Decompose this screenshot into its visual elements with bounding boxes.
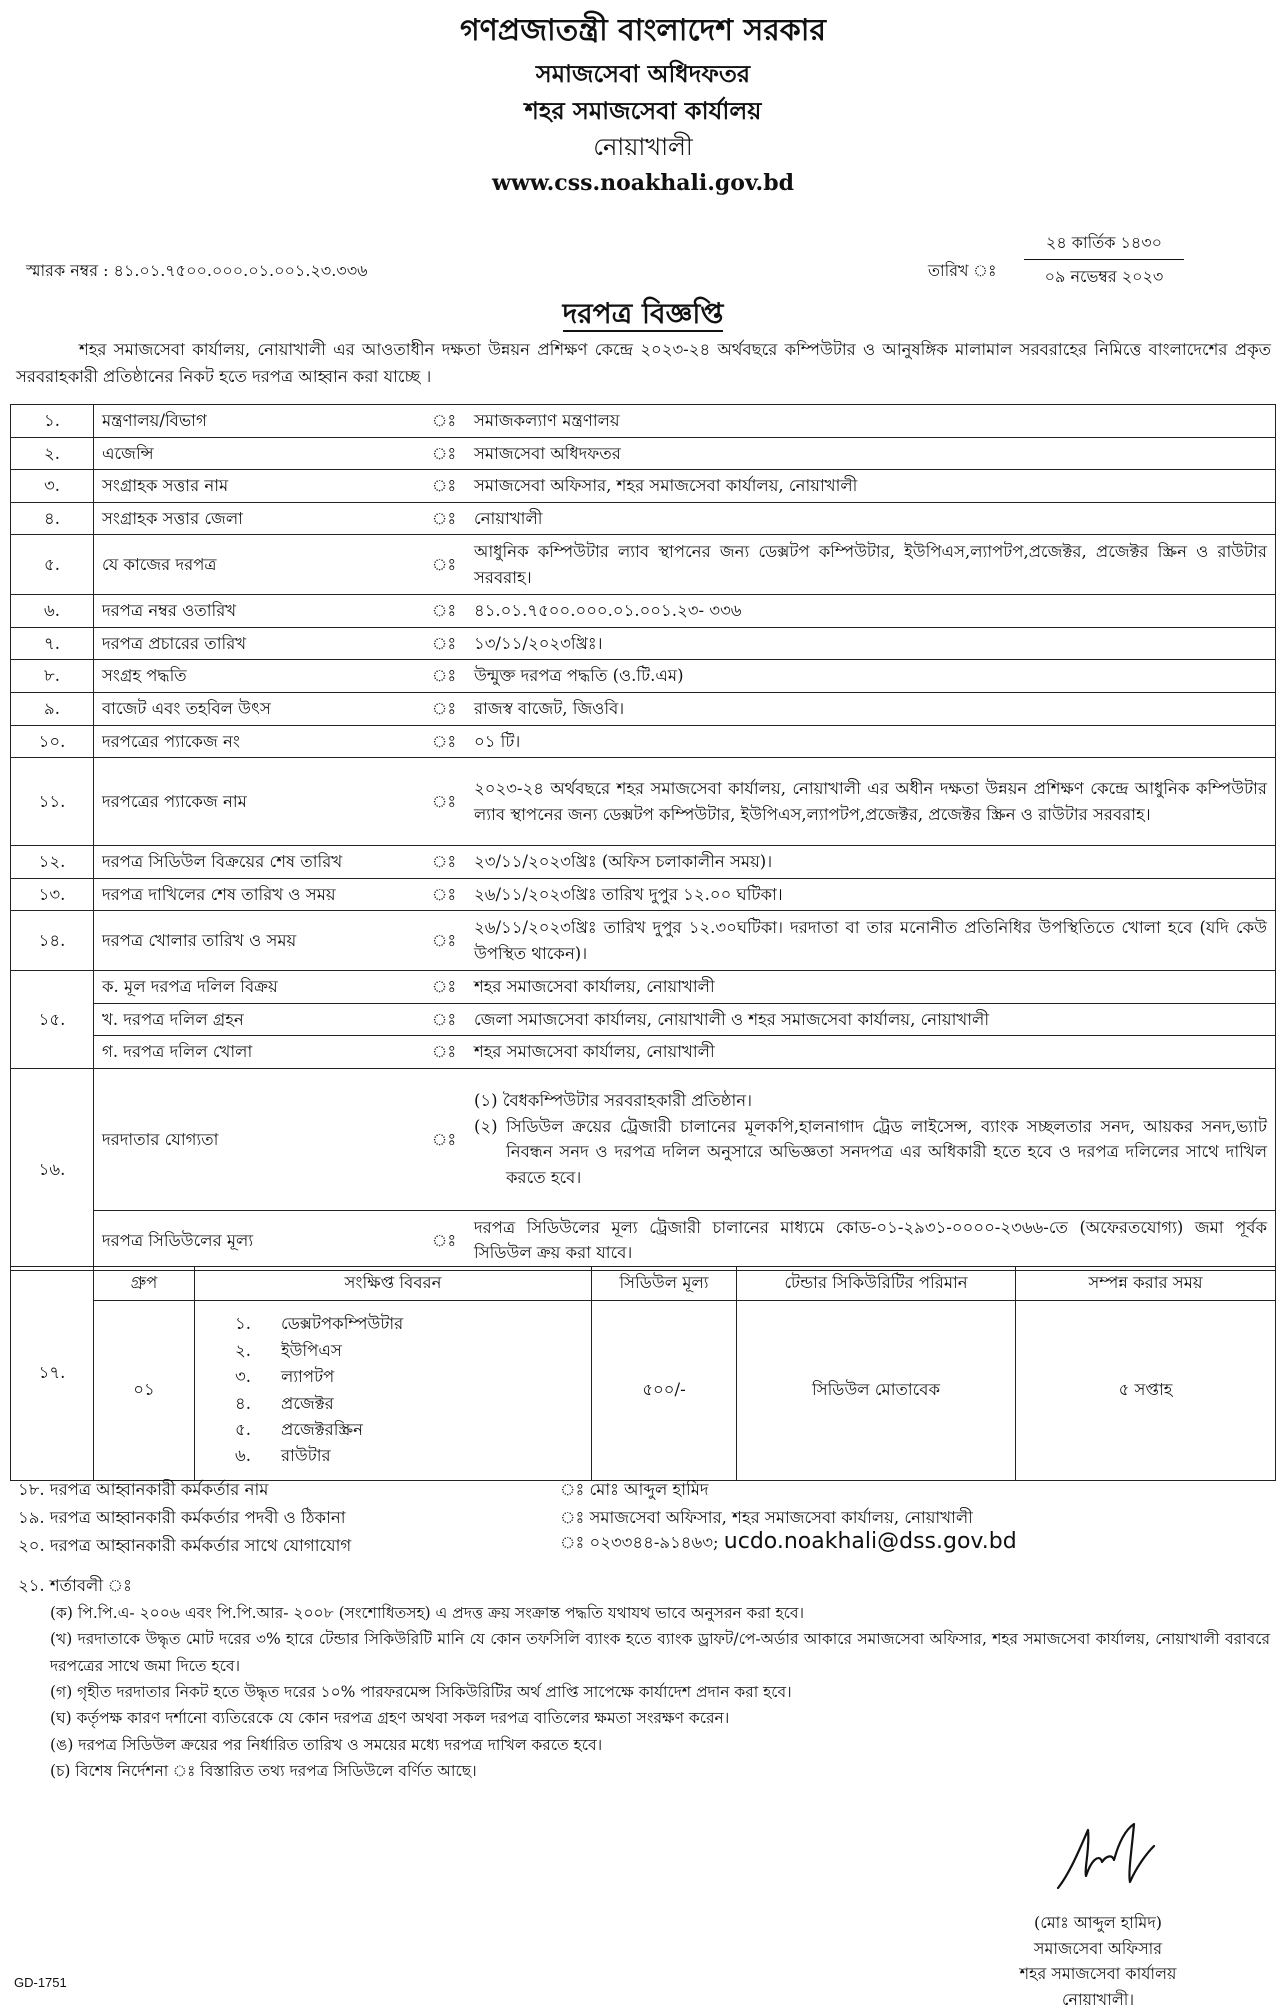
list-item: ১. ডেক্সটপকম্পিউটার (235, 1314, 404, 1334)
list-item: ৫. প্রজেক্টরস্ক্রিন (235, 1419, 363, 1439)
email-link[interactable]: ucdo.noakhali@dss.gov.bd (723, 1529, 1017, 1554)
signatory-block (968, 1910, 1228, 2012)
department-name: সমাজসেবা অধিদফতর (535, 58, 751, 88)
list-item: (গ) গৃহীত দরদাতার নিকট হতে উদ্ধৃত দরের ১০% পারফরমেন্স সিকিউরিটির অর্থ প্রাপ্তি সাপেক্ষে কার্যাদেশ প্রদান করা হবে। (50, 1683, 792, 1702)
tender-details-table (10, 404, 1276, 1271)
table-row: ১৩. দরপত্র দাখিলের শেষ তারিখ ও সময় ঃ ২৬/১১/২০২৩খ্রিঃ তারিখ দুপুর ১২.০০ ঘটিকা। (11, 878, 1276, 911)
terms-list (50, 1600, 1270, 1784)
list-item: (ঙ) দরপত্র সিডিউল ক্রয়ের পর নির্ধারিত তারিখ ও সময়ের মধ্যে দরপত্র দাখিল করতে হবে। (50, 1735, 603, 1754)
list-item: (ঘ) কর্তৃপক্ষ কারণ দর্শানো ব্যতিরেকে যে কোন দরপত্র গ্রহণ অথবা সকল দরপত্র বাতিলের ক্ষমতা সংরক্ষণ করেন। (50, 1709, 730, 1728)
table-row: ৬. দরপত্র নম্বর ওতারিখ ঃ ৪১.০১.৭৫০০.০০০.০১.০০১.২৩- ৩৩৬ (11, 595, 1276, 628)
list-item: (ক) পি.পি.এ- ২০০৬ এবং পি.পি.আর- ২০০৮ (সংশোধিতসহ) এ প্রদত্ত ক্রয় সংক্রান্ত পদ্ধতি যথাযথ ভাবে অনুসরন করা হবে। (50, 1604, 805, 1622)
table-row: ১. মন্ত্রণালয়/বিভাগ ঃ সমাজকল্যাণ মন্ত্রণালয় (11, 405, 1276, 438)
signatory-name: (মোঃ আব্দুল হামিদ) (1034, 1913, 1162, 1932)
government-name: গণপ্রজাতন্ত্রী বাংলাদেশ সরকার (460, 13, 826, 48)
contact-value-address: ঃ সমাজসেবা অফিসার, শহর সমাজসেবা কার্যালয়, নোয়াখালী (560, 1508, 973, 1527)
contact-label-address: ১৯. দরপত্র আহ্বানকারী কর্মকর্তার পদবী ও ঠিকানা (18, 1508, 346, 1527)
memo-number: স্মারক নম্বর : ৪১.০১.৭৫০০.০০০.০১.০০১.২৩.৩৩৬ (26, 261, 368, 280)
qualification-list: (১) বৈধকম্পিউটার সরবরাহকারী প্রতিষ্ঠান। (২) সিডিউল ক্রয়ের ট্রেজারী চালানের মূলকপি,হালনাগাদ ট্রেড লাইসেন্স, ব্যাংক সচ্ছলতার সনদ, আয়কর সনদ,ভ্যাট নিবন্ধন সনদ ও দরপত্র দলিল অনুসারে অভিজ্ঞতা সনদপত্র এর অধিকারী হতে হবে ও দরপত্র দলিলের সাথে দাখিল করতে হবে। (466, 1068, 1276, 1210)
document-title-text: দরপত্র বিজ্ঞপ্তি (562, 297, 724, 330)
date-english: ০৯ নভেম্বর ২০২৩ (1044, 267, 1164, 286)
table-row: ৭. দরপত্র প্রচারের তারিখ ঃ ১৩/১১/২০২৩খ্রিঃ। (11, 627, 1276, 660)
table-row: ২. এজেন্সি ঃ সমাজসেবা অধিদফতর (11, 437, 1276, 470)
table-row: ৯. বাজেট এবং তহবিল উৎস ঃ রাজস্ব বাজেট, জিওবি। (11, 692, 1276, 725)
terms-title: ২১. শর্তাবলী ঃ (18, 1576, 132, 1595)
list-item: ৪. প্রজেক্টর (235, 1393, 334, 1413)
item-list (195, 1301, 592, 1481)
table-row: ৩. সংগ্রাহক সত্তার নাম ঃ সমাজসেবা অফিসার, শহর সমাজসেবা কার্যালয়, নোয়াখালী (11, 470, 1276, 503)
table-row: ১১. দরপত্রের প্যাকেজ নাম ঃ ২০২৩-২৪ অর্থবছরে শহর সমাজসেবা কার্যালয়, নোয়াখালী এর অধীন দক্ষতা উন্নয়ন প্রশিক্ষণ কেন্দ্রে আধুনিক কম্পিউটার ল্যাব স্থাপনের জন্য ডেক্সটপ কম্পিউটার, ইউপিএস,ল্যাপটপ,প্রজেক্টর, প্রজেক্টর স্ক্রিন ও রাউটার সরবরাহ। (11, 758, 1276, 846)
table-row: ৮. সংগ্রহ পদ্ধতি ঃ উন্মুক্ত দরপত্র পদ্ধতি (ও.টি.এম) (11, 660, 1276, 693)
signatory-designation: সমাজসেবা অফিসার (1033, 1938, 1163, 1958)
table-row: ০১ ১. ডেক্সটপকম্পিউটার ২. ইউপিএস ৩. ল্যাপটপ ৪. প্রজেক্টর ৫. প্রজেক্টরস্ক্রিন ৬. রাউটার ৫০০/- সিডিউল মোতাবেক ৫ সপ্তাহ (11, 1301, 1276, 1481)
table-row: ৪. সংগ্রাহক সত্তার জেলা ঃ নোয়াখালী (11, 502, 1276, 535)
list-item: (খ) দরদাতাকে উদ্ধৃত মোট দরের ৩% হারে টেন্ডার সিকিউরিটি মানি যে কোন তফসিলি ব্যাংক হতে ব্যাংক ড্রাফট/পে-অর্ডার আকারে সমাজসেবা অফিসার, শহর সমাজসেবা কার্যালয়, নোয়াখালী বরাবরে দরপত্রের সাথে জমা দিতে হবে। (50, 1630, 1270, 1675)
list-item: (চ) বিশেষ নির্দেশনা ঃ বিস্তারিত তথ্য দরপত্র সিডিউলে বর্ণিত আছে। (50, 1762, 477, 1781)
footer-code: GD-1751 (14, 1975, 67, 1990)
table-row: খ. দরপত্র দলিল গ্রহন ঃ জেলা সমাজসেবা কার্যালয়, নোয়াখালী ও শহর সমাজসেবা কার্যালয়, নোয়াখালী (11, 1003, 1276, 1036)
contact-label-phone: ২০. দরপত্র আহ্বানকারী কর্মকর্তার সাথে যোগাযোগ (18, 1536, 352, 1555)
table-row: ১০. দরপত্রের প্যাকেজ নং ঃ ০১ টি। (11, 725, 1276, 758)
date-label: তারিখ ঃ (928, 261, 997, 280)
table-row: ১২. দরপত্র সিডিউল বিক্রয়ের শেষ তারিখ ঃ ২৩/১১/২০২৩খ্রিঃ (অফিস চলাকালীন সময়)। (11, 846, 1276, 879)
list-item: ২. ইউপিএস (235, 1340, 342, 1360)
table-header-row: ১৭. গ্রুপ সংক্ষিপ্ত বিবরন সিডিউল মূল্য টেন্ডার সিকিউরিটির পরিমান সম্পন্ন করার সময় (11, 1267, 1276, 1301)
table-row: ১৪. দরপত্র খোলার তারিখ ও সময় ঃ ২৬/১১/২০২৩খ্রিঃ তারিখ দুপুর ১২.৩০ঘটিকা। দরদাতা বা তার মনোনীত প্রতিনিধির উপস্থিতিতে খোলা হবে (যদি কেউ উপস্থিত থাকেন)। (11, 911, 1276, 971)
list-item: ৬. রাউটার (235, 1446, 331, 1466)
items-table (10, 1266, 1276, 1481)
table-row: গ. দরপত্র দলিল খোলা ঃ শহর সমাজসেবা কার্যালয়, নোয়াখালী (11, 1036, 1276, 1069)
table-row: ৫. যে কাজের দরপত্র ঃ আধুনিক কম্পিউটার ল্যাব স্থাপনের জন্য ডেক্সটপ কম্পিউটার, ইউপিএস,ল্যাপটপ,প্রজেক্টর, প্রজেক্টর স্ক্রিন ও রাউটার সরবরাহ। (11, 535, 1276, 595)
date-box (1024, 230, 1184, 291)
signature-mark (1050, 1818, 1160, 1898)
document-title (0, 292, 1286, 339)
district-name: নোয়াখালী (593, 132, 693, 161)
date-bangla: ২৪ কার্তিক ১৪৩০ (1024, 230, 1184, 260)
contact-label-name: ১৮. দরপত্র আহ্বানকারী কর্মকর্তার নাম (18, 1480, 269, 1499)
table-row: ১৬. দরদাতার যোগ্যতা ঃ (১) বৈধকম্পিউটার সরবরাহকারী প্রতিষ্ঠান। (২) সিডিউল ক্রয়ের ট্রেজারী চালানের মূলকপি,হালনাগাদ ট্রেড লাইসেন্স, ব্যাংক সচ্ছলতার সনদ, আয়কর সনদ,ভ্যাট নিবন্ধন সনদ ও দরপত্র দলিল অনুসারে অভিজ্ঞতা সনদপত্র এর অধিকারী হতে হবে ও দরপত্র দলিলের সাথে দাখিল করতে হবে। (11, 1068, 1276, 1210)
table-row: ১৫. ক. মূল দরপত্র দলিল বিক্রয় ঃ শহর সমাজসেবা কার্যালয়, নোয়াখালী (11, 971, 1276, 1004)
intro-paragraph: শহর সমাজসেবা কার্যালয়, নোয়াখালী এর আওতাধীন দক্ষতা উন্নয়ন প্রশিক্ষণ কেন্দ্রে ২০২৩-২৪ অর্থবছরে কম্পিউটার ও আনুষঙ্গিক মালামাল সরবরাহের নিমিত্তে বাংলাদেশের প্রকৃত সরবরাহকারী প্রতিষ্ঠানের নিকট হতে দরপত্র আহ্বান করা যাচ্ছে । (16, 340, 1271, 387)
website-link[interactable]: www.css.noakhali.gov.bd (492, 170, 794, 197)
contact-value-name: ঃ মোঃ আব্দুল হামিদ (560, 1480, 709, 1499)
list-item: ৩. ল্যাপটপ (235, 1367, 335, 1387)
contact-value-phone: ঃ ০২৩৩৪৪-৯১৪৬৩; ucdo.noakhali@dss.gov.bd (560, 1529, 1017, 1554)
table-row: দরপত্র সিডিউলের মূল্য ঃ দরপত্র সিডিউলের মূল্য ট্রেজারী চালানের মাধ্যমে কোড-০১-২৯৩১-০০০০-২৩৬৬-তে (অফেরতযোগ্য) জমা পূর্বক সিডিউল ক্রয় করা যাবে। (11, 1210, 1276, 1270)
letterhead (0, 8, 1286, 200)
office-name: শহর সমাজসেবা কার্যালয় (524, 95, 762, 125)
signatory-district: নোয়াখালী। (1061, 1989, 1135, 2009)
signatory-office: শহর সমাজসেবা কার্যালয় (1019, 1964, 1177, 1984)
